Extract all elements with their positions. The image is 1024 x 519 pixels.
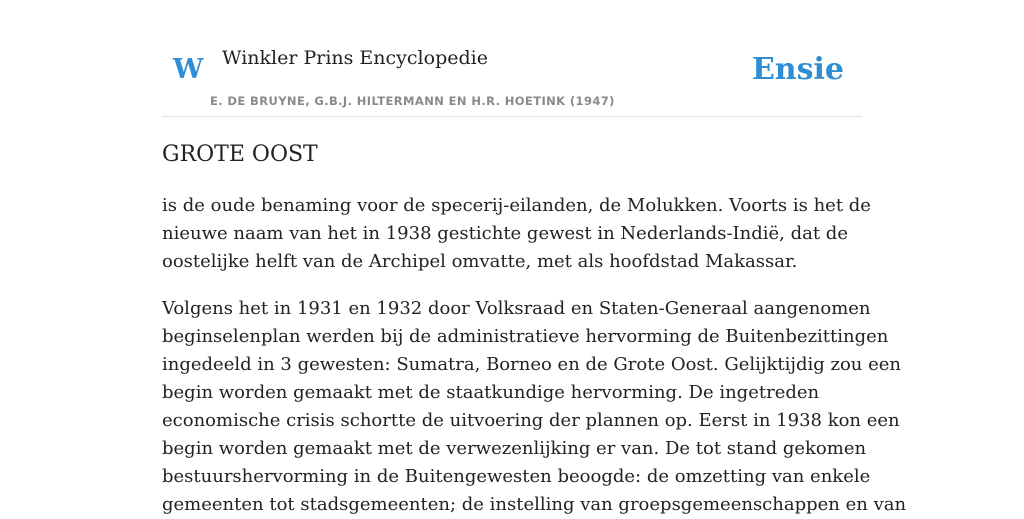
paragraph-line: ingedeeld in 3 gewesten: Sumatra, Borneo en de Grote Oost. Gelijktijdig zou een	[162, 354, 902, 375]
paragraph-line: gemeenten tot stadsgemeenten; de instelling van groepsgemeenschappen en van	[162, 494, 907, 515]
paragraph-line: Volgens het in 1931 en 1932 door Volksraad en Staten-Generaal aangenomen	[162, 298, 871, 319]
article-headword: GROTE OOST	[162, 142, 318, 167]
article-paragraph	[162, 192, 871, 276]
article-paragraph	[162, 295, 907, 519]
document-page	[162, 0, 907, 515]
paragraph-line: oostelijke helft van de Archipel omvatte, met als hoofdstad Makassar.	[162, 251, 798, 272]
encyclopedia-logo-icon[interactable]: W	[173, 54, 204, 85]
paragraph-line: bestuurshervorming in de Buitengewesten beoogde: de omzetting van enkele	[162, 466, 871, 487]
paragraph-line: beginselenplan werden bij de administratieve hervorming de Buitenbezittingen	[162, 326, 889, 347]
paragraph-line: begin worden gemaakt met de staatkundige hervorming. De ingetreden	[162, 382, 820, 403]
site-brand-logo[interactable]: Ensie	[751, 52, 844, 87]
page-header	[162, 0, 862, 117]
source-title[interactable]: Winkler Prins Encyclopedie	[222, 47, 488, 69]
source-authors: E. DE BRUYNE, G.B.J. HILTERMANN EN H.R. HOETINK (1947)	[210, 94, 615, 108]
paragraph-line: economische crisis schortte de uitvoering der plannen op. Eerst in 1938 kon een	[162, 410, 900, 431]
paragraph-line: begin worden gemaakt met de verwezenlijking er van. De tot stand gekomen	[162, 438, 867, 459]
paragraph-line: nieuwe naam van het in 1938 gestichte gewest in Nederlands-Indië, dat de	[162, 223, 848, 244]
paragraph-line: is de oude benaming voor de specerij-eilanden, de Molukken. Voorts is het de	[162, 195, 871, 216]
